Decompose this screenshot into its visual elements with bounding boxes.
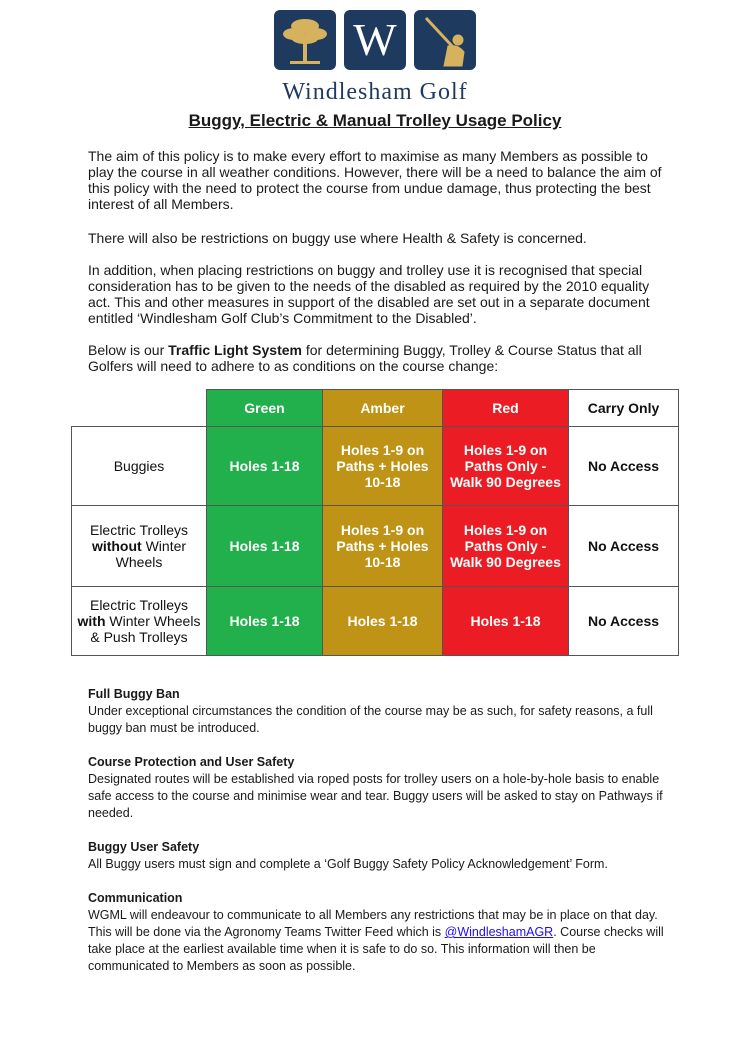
policy-sections — [88, 686, 668, 992]
header-blank-cell — [72, 390, 207, 427]
header-amber: Amber — [323, 390, 443, 427]
w-monogram-tile — [344, 10, 406, 70]
table-header-row — [72, 390, 679, 427]
section-body: Under exceptional circumstances the condition of the course may be as such, for safety reasons, a full buggy ban must be introduced. — [88, 704, 653, 735]
header-green: Green — [207, 390, 323, 427]
section-body: All Buggy users must sign and complete a ‘Golf Buggy Safety Policy Acknowledgement’ Form. — [88, 857, 608, 871]
club-logo — [0, 10, 750, 106]
table-row-electric-without-winter-wheels — [72, 506, 679, 587]
table-row-buggies — [72, 427, 679, 506]
intro-paragraph-3: In addition, when placing restrictions on buggy and trolley use it is recognised that special consideration has to be given to the needs of the disabled as required by the 2010 equality act. This and other measures in support of the disabled are set out in a separate document entitled ‘Windlesham Golf Club’s Commitment to the Disabled’. — [88, 262, 650, 326]
p4-after: for determining Buggy, Trolley & Course Status that all Golfers will need to adhere to as conditions on the course change: — [88, 342, 642, 374]
section-heading: Full Buggy Ban — [88, 687, 180, 701]
cell-amber: Holes 1-9 on Paths + Holes 10-18 — [323, 506, 443, 587]
label-bold: without — [91, 538, 142, 554]
cell-amber: Holes 1-18 — [323, 587, 443, 656]
label-post: Winter Wheels & Push Trolleys — [90, 613, 201, 645]
tree-icon — [274, 10, 336, 70]
cell-red: Holes 1-18 — [443, 587, 569, 656]
label-pre: Electric Trolleys — [89, 597, 189, 613]
body-before: WGML will endeavour to communicate to all Members any restrictions that may be in place on that day. This will be done via the Agronomy Teams Twitter Feed which is — [88, 908, 658, 939]
twitter-handle-link[interactable]: @WindleshamAGR — [444, 925, 554, 939]
cell-red: Holes 1-9 on Paths Only - Walk 90 Degrees — [443, 506, 569, 587]
cell-red: Holes 1-9 on Paths Only - Walk 90 Degrees — [443, 427, 569, 506]
w-monogram: W — [353, 14, 397, 65]
traffic-light-table — [71, 389, 679, 656]
section-body — [88, 907, 668, 975]
header-red: Red — [443, 390, 569, 427]
table-row-electric-with-winter-wheels — [72, 587, 679, 656]
cell-amber: Holes 1-9 on Paths + Holes 10-18 — [323, 427, 443, 506]
golfer-icon — [414, 10, 476, 70]
cell-carry-only: No Access — [569, 506, 679, 587]
intro-paragraph-4 — [88, 342, 668, 374]
cell-carry-only: No Access — [569, 427, 679, 506]
intro-paragraph-2: There will also be restrictions on buggy use where Health & Safety is concerned. — [88, 230, 587, 246]
label-post: Winter Wheels — [115, 538, 187, 570]
section-heading: Course Protection and User Safety — [88, 755, 295, 769]
section-heading: Buggy User Safety — [88, 840, 200, 854]
body-after: . Course checks will take place at the earliest available time when it is safe to do so. This information will then be communicated to Members as soon as possible. — [88, 925, 664, 973]
cell-green: Holes 1-18 — [207, 506, 323, 587]
page-title: Buggy, Electric & Manual Trolley Usage Policy — [188, 111, 562, 130]
brand-name: Windlesham Golf — [282, 79, 468, 105]
row-label-buggies: Buggies — [72, 427, 207, 506]
row-label-electric-with — [72, 587, 207, 656]
section-full-buggy-ban — [88, 686, 668, 737]
label-bold: with — [77, 613, 106, 629]
intro-paragraph-1: The aim of this policy is to make every effort to maximise as many Members as possible to play the course in all weather conditions. However, there will be a need to balance the aim of this policy with the need to protect the course from undue damage, thus protecting the best interest of all Members. — [88, 148, 662, 212]
section-communication — [88, 890, 668, 975]
cell-carry-only: No Access — [569, 587, 679, 656]
logo-tiles — [274, 10, 476, 70]
cell-green: Holes 1-18 — [207, 427, 323, 506]
section-buggy-user-safety — [88, 839, 668, 873]
row-label-electric-without — [72, 506, 207, 587]
p4-before: Below is our — [88, 342, 169, 358]
traffic-light-system-label: Traffic Light System — [168, 342, 302, 358]
cell-green: Holes 1-18 — [207, 587, 323, 656]
section-body: Designated routes will be established via roped posts for trolley users on a hole-by-hole basis to enable safe access to the course and minimise wear and tear. Buggy users will be asked to stay on Pathways if needed. — [88, 772, 663, 820]
section-course-protection — [88, 754, 668, 822]
header-carry-only: Carry Only — [569, 390, 679, 427]
label-pre: Electric Trolleys — [89, 522, 189, 538]
section-heading: Communication — [88, 891, 183, 905]
